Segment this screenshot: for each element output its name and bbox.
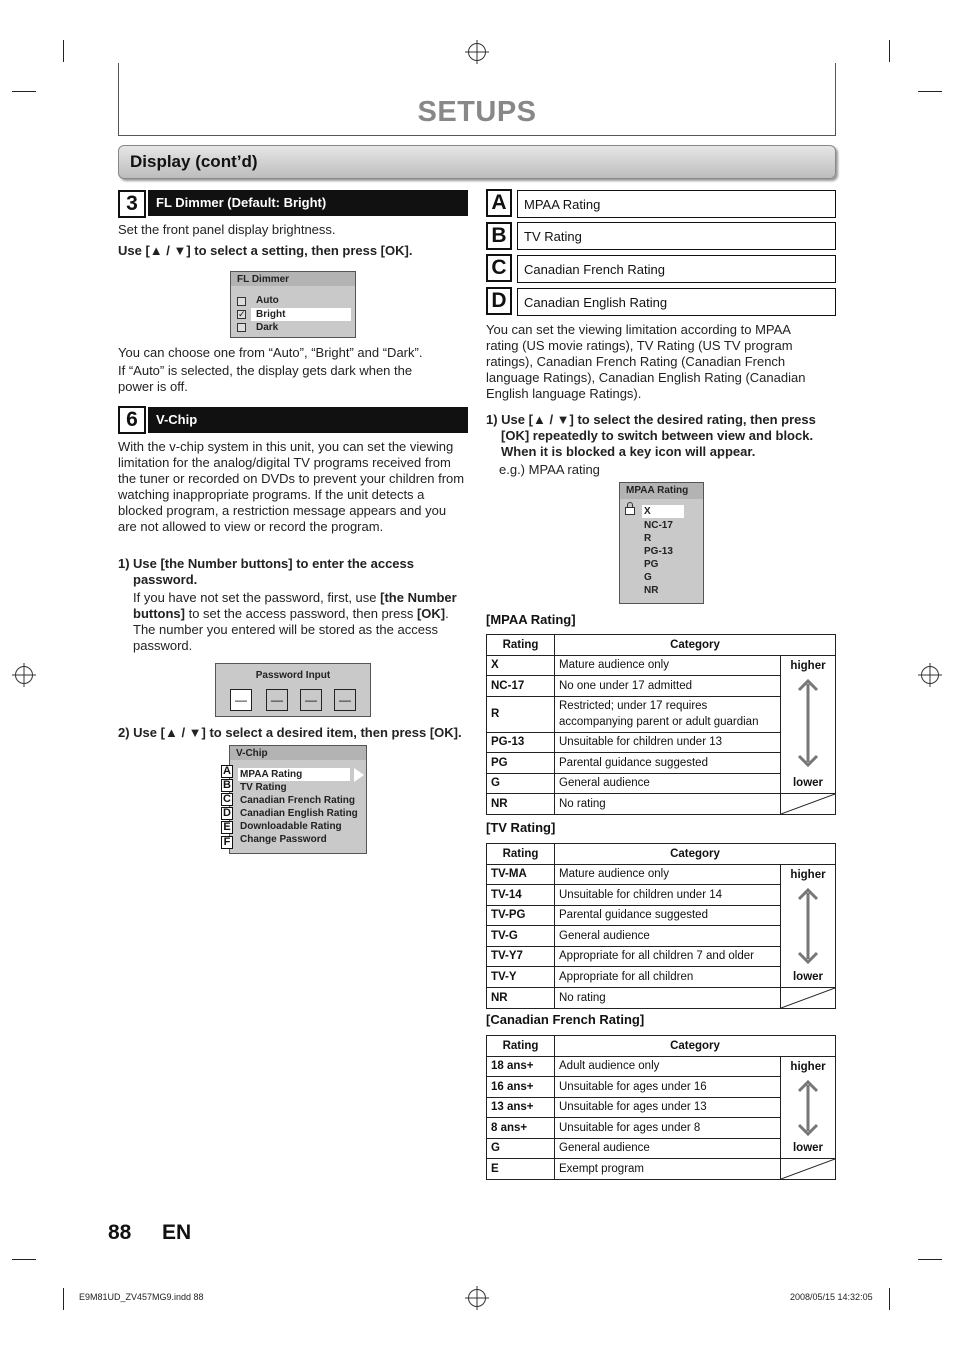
osd-option[interactable]: Auto: [256, 295, 279, 306]
mpaa-osd-item[interactable]: X: [644, 506, 651, 517]
mpaa-table: [486, 634, 836, 815]
crop-mark: [918, 91, 942, 92]
mpaa-osd-item[interactable]: PG: [644, 559, 659, 570]
rating-cell: TV-14: [487, 885, 555, 906]
step3-note: You can choose one from “Auto”, “Bright” and “Dark”.: [118, 345, 423, 360]
table-title: [MPAA Rating]: [486, 612, 576, 627]
callout-letter: B: [221, 779, 233, 792]
password-digit-field[interactable]: —: [230, 689, 252, 711]
osd-title: V-Chip: [230, 746, 366, 760]
password-digit-field[interactable]: —: [300, 689, 322, 711]
category-cell: Unsuitable for ages under 8: [555, 1118, 781, 1139]
osd-option[interactable]: Dark: [256, 322, 279, 333]
rating-cell: NR: [487, 794, 555, 815]
table-row: [487, 794, 836, 815]
password-digit-field[interactable]: —: [266, 689, 288, 711]
rating-cell: R: [487, 696, 555, 732]
empty-diagonal-cell: [781, 987, 836, 1008]
password-input-osd: [215, 663, 371, 717]
crop-mark: [63, 40, 64, 62]
step-number: 6: [118, 406, 146, 434]
step3-instruction: Use [▲ / ▼] to select a setting, then press [OK].: [118, 243, 413, 258]
mpaa-rating-osd: [619, 482, 704, 604]
lock-shackle: [627, 502, 633, 508]
page-number: 88: [108, 1221, 132, 1244]
table-title: [Canadian French Rating]: [486, 1012, 645, 1027]
language-label: EN: [162, 1221, 192, 1244]
table-row: [487, 1056, 836, 1077]
note-text: . The number you entered will be stored as the access password.: [133, 606, 449, 653]
crop-mark: [918, 1259, 942, 1260]
lock-icon: [625, 507, 635, 515]
rating-cell: X: [487, 655, 555, 676]
table-row: [487, 1159, 836, 1180]
mpaa-osd-item[interactable]: R: [644, 533, 652, 544]
rating-cell: 8 ans+: [487, 1118, 555, 1139]
column-header: Category: [555, 635, 836, 656]
column-header: Rating: [487, 635, 555, 656]
rating-cell: NC-17: [487, 676, 555, 697]
vchip-menu-osd: [229, 745, 367, 854]
page-title: SETUPS: [417, 96, 537, 128]
arrow-right-icon: [354, 768, 364, 782]
rating-cell: 18 ans+: [487, 1056, 555, 1077]
double-arrow-icon: [797, 678, 819, 768]
step1-instruction: Use [the Number buttons] to enter the access: [133, 556, 414, 571]
double-arrow-icon: [797, 1079, 819, 1137]
note-text: If you have not set the password, first, use: [133, 590, 381, 605]
option-letter: C: [486, 254, 512, 282]
registration-mark-icon: [468, 1289, 486, 1307]
osd-title: FL Dimmer: [231, 272, 355, 286]
fl-dimmer-osd: [230, 271, 356, 338]
category-cell: No rating: [555, 987, 781, 1008]
example-label: e.g.) MPAA rating: [499, 462, 600, 477]
option-label: Canadian English Rating: [517, 288, 836, 316]
category-cell: Unsuitable for children under 14: [555, 885, 781, 906]
table-row: [487, 864, 836, 885]
table-title: [TV Rating]: [486, 820, 556, 835]
rating-cell: TV-MA: [487, 864, 555, 885]
higher-label: higher: [790, 868, 826, 881]
category-cell: Unsuitable for children under 13: [555, 732, 781, 753]
empty-diagonal-cell: [781, 1159, 836, 1180]
callout-letter: C: [221, 793, 233, 806]
option-letter: A: [486, 189, 512, 217]
callout-letter: D: [221, 807, 233, 820]
footer-filename: E9M81UD_ZV457MG9.indd 88: [79, 1292, 204, 1302]
step-title: FL Dimmer (Default: Bright): [148, 190, 468, 216]
rating-cell: TV-Y7: [487, 946, 555, 967]
section-title: Display (cont’d): [130, 152, 258, 171]
registration-mark-icon: [921, 666, 939, 684]
column-header: Category: [555, 1036, 836, 1057]
vchip-menu-item[interactable]: Canadian English Rating: [240, 808, 358, 819]
callout-letter: F: [221, 836, 233, 849]
rating-cell: G: [487, 773, 555, 794]
category-cell: Appropriate for all children 7 and older: [555, 946, 781, 967]
footer-timestamp: 2008/05/15 14:32:05: [790, 1292, 873, 1302]
category-cell: Exempt program: [555, 1159, 781, 1180]
scale-cell: [781, 864, 836, 987]
password-digit-field[interactable]: —: [334, 689, 356, 711]
category-cell: No rating: [555, 794, 781, 815]
vchip-menu-item[interactable]: MPAA Rating: [240, 769, 303, 780]
note-bold: [OK]: [416, 606, 446, 621]
empty-diagonal-cell: [781, 794, 836, 815]
section-header: [118, 145, 836, 179]
step-title: V-Chip: [148, 407, 468, 433]
canadian-french-table: [486, 1035, 836, 1180]
vchip-menu-item[interactable]: Change Password: [240, 834, 327, 845]
scale-cell: [781, 655, 836, 794]
tv-table: [486, 843, 836, 1009]
crop-mark: [889, 40, 890, 62]
vchip-menu-item[interactable]: Canadian French Rating: [240, 795, 356, 806]
rating-cell: PG: [487, 753, 555, 774]
checkbox-checked-icon[interactable]: ✓: [238, 309, 246, 319]
rating-cell: NR: [487, 987, 555, 1008]
checkbox-icon[interactable]: [237, 323, 246, 332]
rating-cell: 16 ans+: [487, 1077, 555, 1098]
category-cell: General audience: [555, 926, 781, 947]
vchip-description: With the v-chip system in this unit, you can set the viewing limitation for the analog/digital TV programs received from the tuner or recorded on DVDs to prevent your children from watching inappropriate programs. If the unit detects a blocked program, a restriction message appears and you are not allowed to view or record the program.: [118, 439, 465, 534]
option-label: Canadian French Rating: [517, 255, 836, 283]
registration-mark-icon: [468, 43, 486, 61]
step3-note: If “Auto” is selected, the display gets dark when the power is off.: [118, 363, 413, 394]
callout-letter: A: [221, 765, 233, 778]
osd-title: Password Input: [255, 670, 331, 681]
category-cell: Appropriate for all children: [555, 967, 781, 988]
note-bold: [the Number buttons]: [133, 590, 457, 621]
rating-step1: When it is blocked a key icon will appear.: [501, 444, 756, 459]
step2-instruction: 2) Use [▲ / ▼] to select a desired item, then press [OK].: [118, 725, 462, 740]
option-label: TV Rating: [517, 222, 836, 250]
option-letter: B: [486, 222, 512, 250]
column-header: Rating: [487, 844, 555, 865]
scale-cell: [781, 1056, 836, 1159]
registration-mark-icon: [15, 666, 33, 684]
lower-label: lower: [792, 777, 824, 789]
mpaa-osd-item[interactable]: G: [644, 572, 652, 583]
crop-mark: [12, 1259, 36, 1260]
rating-cell: TV-Y: [487, 967, 555, 988]
double-arrow-icon: [797, 887, 819, 965]
rating-step1: [OK] repeatedly to switch between view and block.: [501, 428, 814, 443]
rating-cell: TV-G: [487, 926, 555, 947]
step1-note: [133, 590, 468, 654]
category-cell: Parental guidance suggested: [555, 753, 781, 774]
vchip-menu-item[interactable]: Downloadable Rating: [240, 821, 342, 832]
option-label: MPAA Rating: [517, 190, 836, 218]
column-header: Rating: [487, 1036, 555, 1057]
step3-intro: Set the front panel display brightness.: [118, 222, 336, 237]
higher-label: higher: [790, 1060, 826, 1073]
checkbox-icon[interactable]: [237, 297, 246, 306]
table-row: [487, 655, 836, 676]
category-cell: Mature audience only: [555, 655, 781, 676]
rating-cell: G: [487, 1138, 555, 1159]
osd-option[interactable]: Bright: [256, 309, 286, 320]
lower-label: lower: [792, 1142, 824, 1154]
category-cell: General audience: [555, 773, 781, 794]
category-cell: Unsuitable for ages under 16: [555, 1077, 781, 1098]
category-cell: No one under 17 admitted: [555, 676, 781, 697]
rating-cell: PG-13: [487, 732, 555, 753]
step-number: 3: [118, 190, 146, 218]
rating-cell: 13 ans+: [487, 1097, 555, 1118]
step1-instruction: password.: [133, 572, 198, 587]
table-row: [487, 987, 836, 1008]
column-header: Category: [555, 844, 836, 865]
step-number-label: 1): [118, 556, 130, 571]
category-cell: Restricted; under 17 requires accompanying parent or adult guardian: [555, 696, 781, 732]
rating-cell: E: [487, 1159, 555, 1180]
rating-intro: You can set the viewing limitation according to MPAA rating (US movie ratings), TV Rating (US TV program ratings), Canadian French Rating (Canadian French language Ratings), Canadian English Rating (Canadian English language Ratings).: [486, 322, 806, 401]
option-letter: D: [486, 287, 512, 315]
crop-mark: [889, 1288, 890, 1310]
note-text: to set the access password, then press: [184, 606, 417, 621]
category-cell: Mature audience only: [555, 864, 781, 885]
category-cell: Adult audience only: [555, 1056, 781, 1077]
mpaa-osd-item[interactable]: PG-13: [644, 546, 673, 557]
category-cell: Unsuitable for ages under 13: [555, 1097, 781, 1118]
category-cell: Parental guidance suggested: [555, 905, 781, 926]
crop-mark: [63, 1288, 64, 1310]
vchip-menu-item[interactable]: TV Rating: [240, 782, 287, 793]
category-cell: General audience: [555, 1138, 781, 1159]
mpaa-osd-item[interactable]: NR: [644, 585, 659, 596]
rating-cell: TV-PG: [487, 905, 555, 926]
callout-letter: E: [221, 821, 233, 834]
mpaa-osd-item[interactable]: NC-17: [644, 520, 673, 531]
crop-mark: [12, 91, 36, 92]
rating-step1: 1) Use [▲ / ▼] to select the desired rating, then press: [486, 412, 816, 427]
lower-label: lower: [792, 970, 824, 983]
higher-label: higher: [790, 659, 826, 672]
osd-title: MPAA Rating: [620, 483, 703, 499]
